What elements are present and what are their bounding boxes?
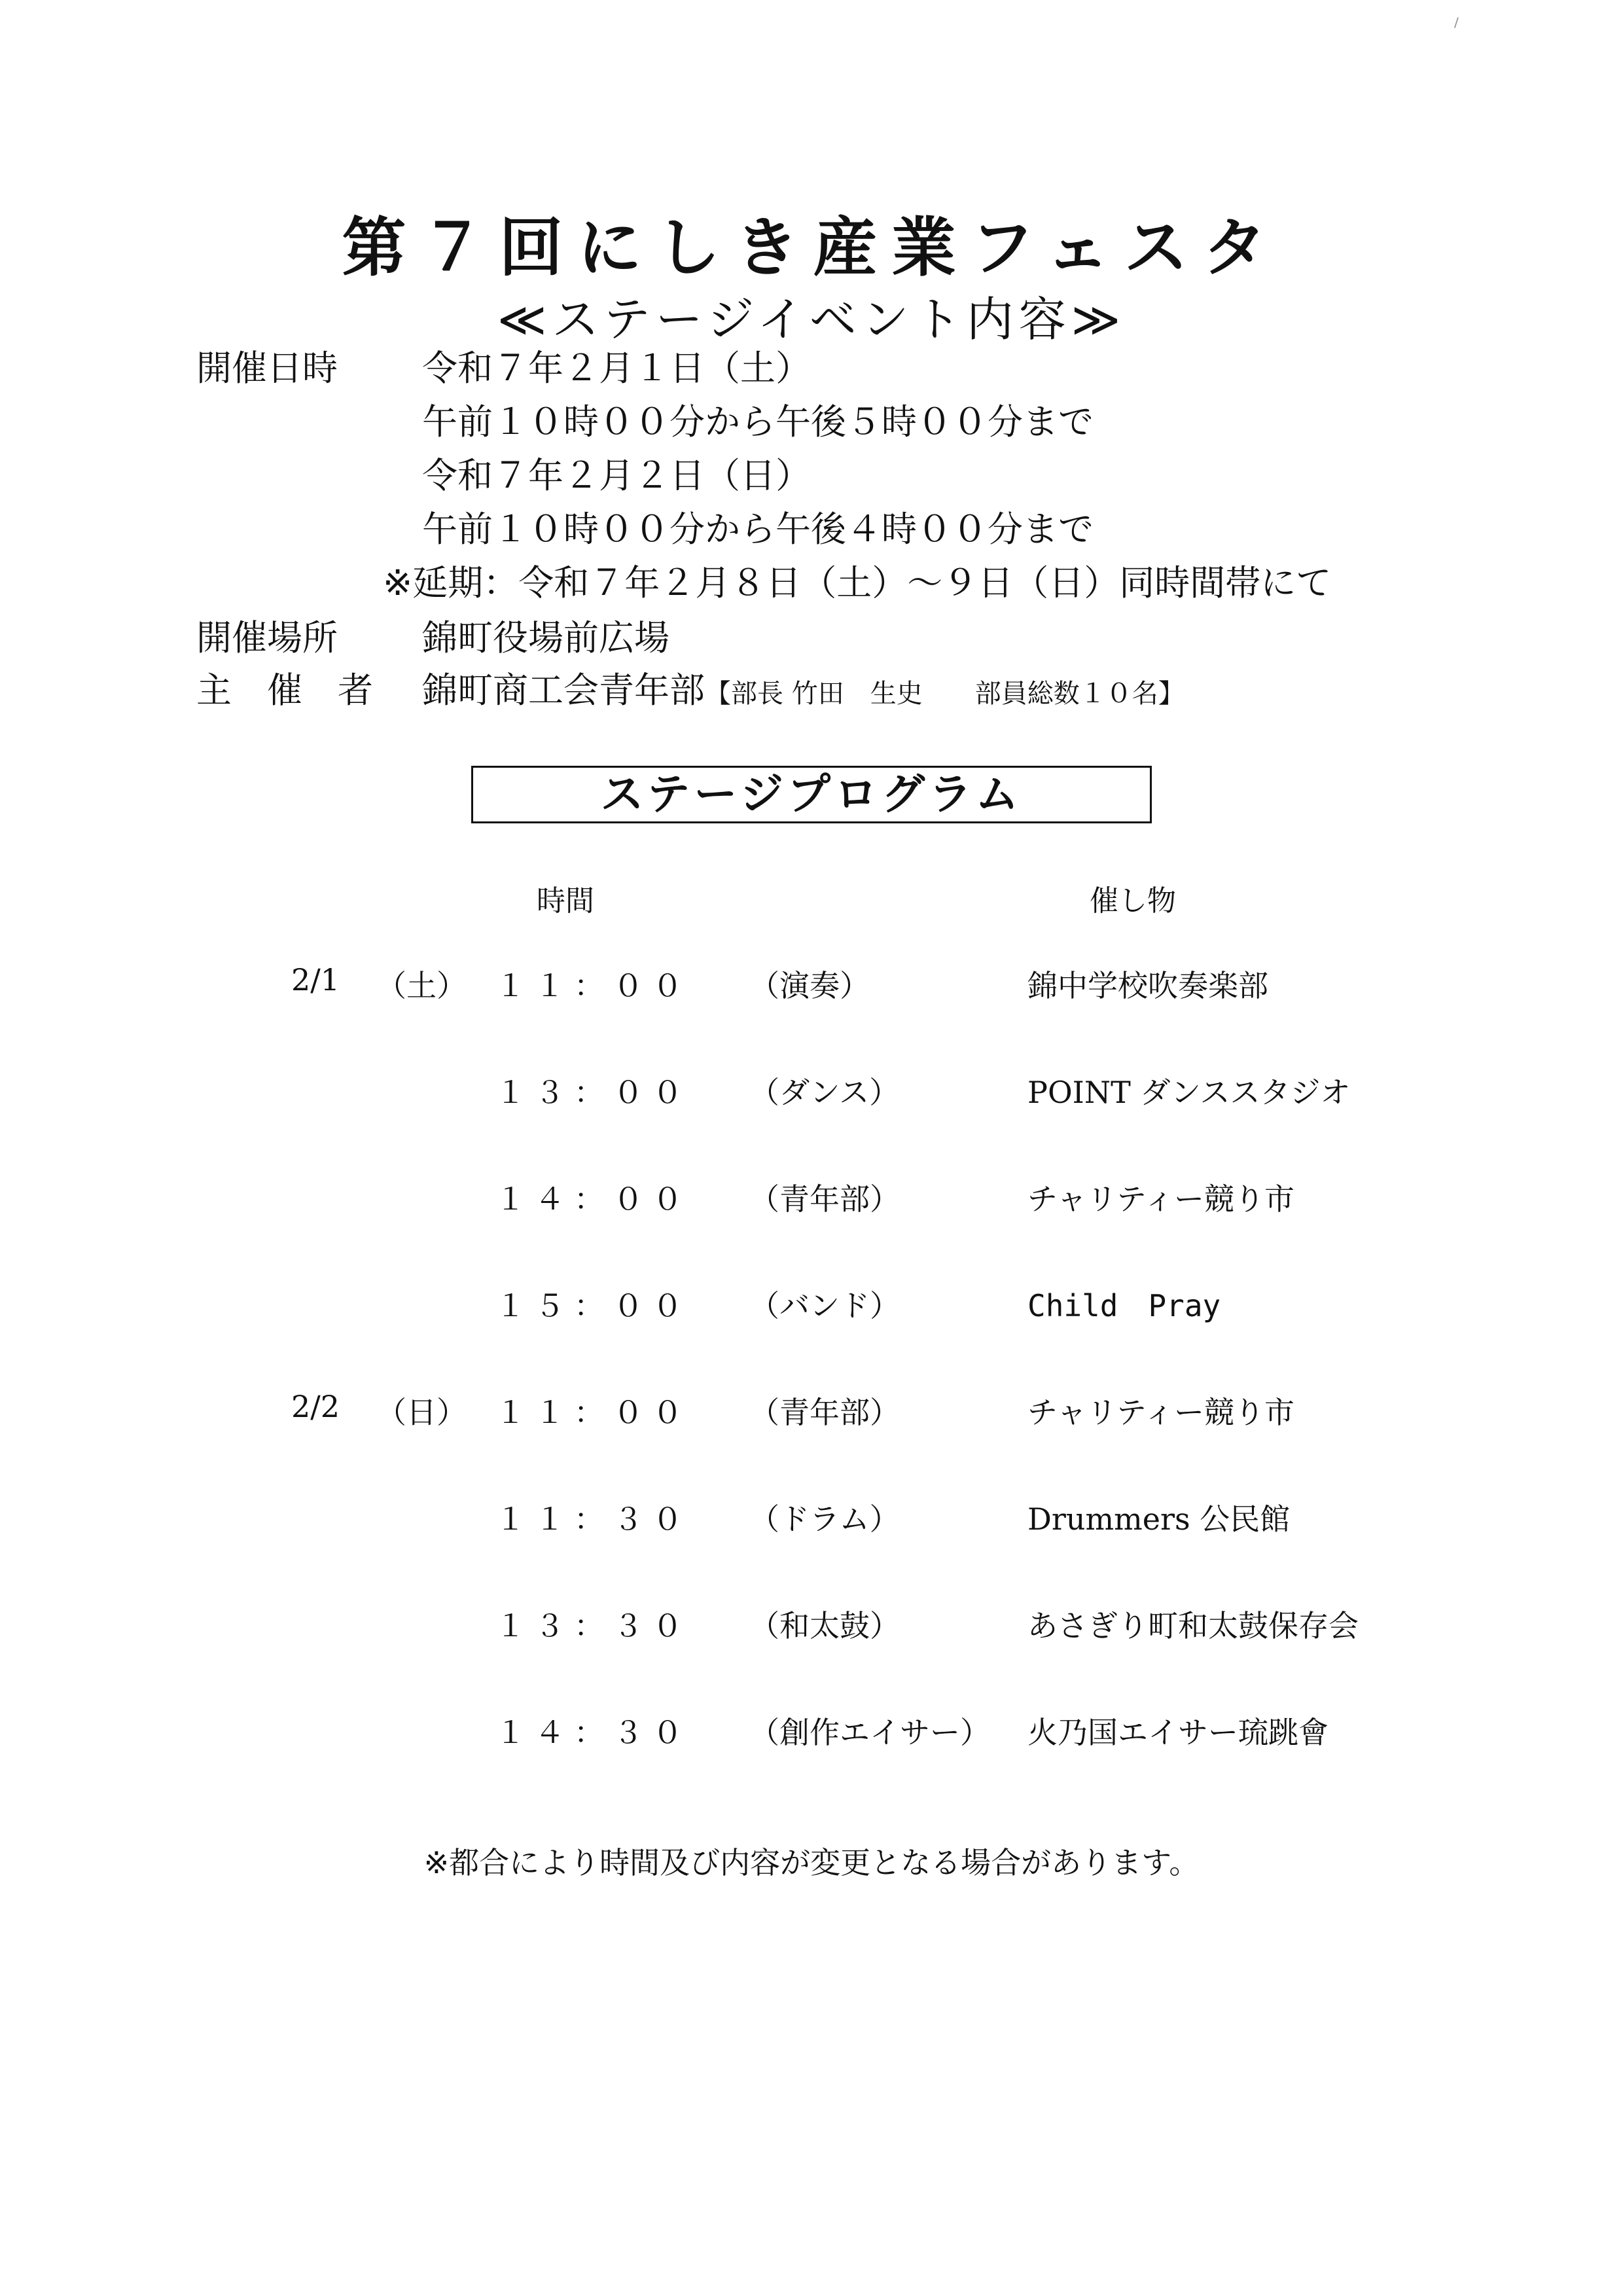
row-time: １５：００ (495, 1288, 692, 1323)
table-row (0, 1602, 1623, 1655)
row-event: あさぎり町和太鼓保存会 (1027, 1608, 1359, 1643)
table-row (0, 1496, 1623, 1548)
column-header-time: 時間 (537, 884, 594, 918)
row-genre: （バンド） (749, 1288, 900, 1323)
organizer-note: 【部長 竹田 生史 部員総数１０名】 (705, 679, 1185, 709)
row-genre: （ダンス） (749, 1075, 900, 1110)
venue-label: 開催場所 (196, 617, 338, 658)
organizer-name: 錦町商工会青年部 (422, 670, 705, 711)
footer-note: ※都合により時間及び内容が変更となる場合があります。 (423, 1845, 1200, 1880)
row-time: １１：３０ (495, 1501, 692, 1537)
row-genre: （演奏） (749, 968, 870, 1003)
row-event: チャリティー競り市 (1027, 1181, 1295, 1217)
postpone-note: ※延期：令和７年２月８日（土）～９日（日）同時間帯にて (383, 562, 1332, 603)
row-date: 2/1 (291, 962, 340, 997)
date-label: 開催日時 (196, 348, 338, 389)
row-event: Child Pray (1027, 1288, 1221, 1323)
row-time: １４：３０ (495, 1715, 692, 1750)
column-header-event: 催し物 (1090, 884, 1176, 918)
time-line: 午前１０時００分から午後４時００分まで (422, 509, 1094, 550)
time-line: 午前１０時００分から午後５時００分まで (422, 401, 1094, 442)
row-event: チャリティー競り市 (1027, 1395, 1295, 1430)
table-row (0, 1709, 1623, 1761)
table-row (0, 1389, 1623, 1441)
row-time: １４：００ (495, 1181, 692, 1217)
date-line: 令和７年２月２日（日） (422, 455, 811, 496)
scan-mark: / (1454, 14, 1459, 30)
row-time: １１：００ (495, 968, 692, 1003)
row-time: １３：３０ (495, 1608, 692, 1643)
program-heading: ステージプログラム (471, 766, 1152, 823)
row-date: 2/2 (291, 1389, 340, 1424)
table-row (0, 962, 1623, 1014)
row-event: 錦中学校吹奏楽部 (1027, 968, 1268, 1003)
date-line: 令和７年２月１日（土） (422, 348, 811, 389)
organizer-label: 主 催 者 (196, 670, 373, 711)
row-time: １１：００ (495, 1395, 692, 1430)
venue-value: 錦町役場前広場 (422, 617, 669, 658)
row-genre: （ドラム） (749, 1501, 900, 1537)
organizer-value (422, 662, 1185, 713)
row-event: Drummers 公民館 (1027, 1501, 1291, 1537)
row-time: １３：００ (495, 1075, 692, 1110)
row-day: （日） (376, 1395, 467, 1430)
table-row (0, 1069, 1623, 1121)
row-genre: （青年部） (749, 1395, 900, 1430)
table-row (0, 1175, 1623, 1228)
table-row (0, 1282, 1623, 1335)
row-genre: （青年部） (749, 1181, 900, 1217)
row-day: （土） (376, 968, 467, 1003)
page-title: 第７回にしき産業フェスタ (342, 211, 1281, 285)
row-event: 火乃国エイサー琉跳會 (1027, 1715, 1329, 1750)
row-genre: （和太鼓） (749, 1608, 900, 1643)
row-event: POINT ダンススタジオ (1027, 1075, 1351, 1110)
page-subtitle: ≪ステージイベント内容≫ (497, 292, 1126, 347)
row-genre: （創作エイサー） (749, 1715, 990, 1750)
